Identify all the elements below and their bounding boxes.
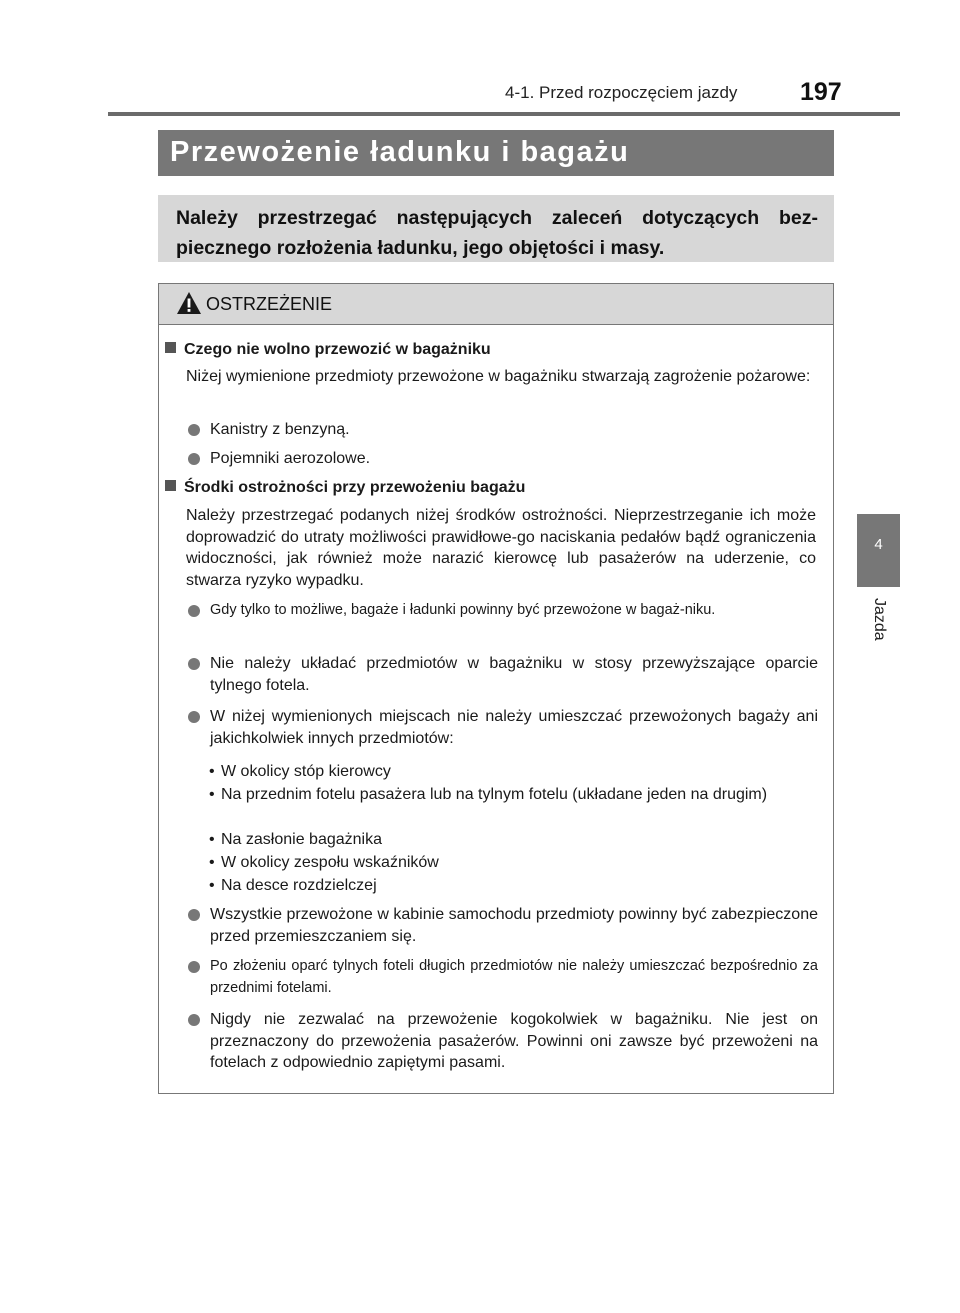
bullet-dot-icon — [188, 424, 200, 436]
section-heading: 4-1. Przed rozpoczęciem jazdy — [505, 83, 738, 102]
paragraph: Niżej wymienione przedmioty przewożone w bagażniku stwarzają zagrożenie pożarowe: — [186, 368, 811, 385]
warning-header — [159, 284, 833, 325]
bullet-dot-icon — [188, 658, 200, 670]
warning-triangle-icon — [176, 291, 202, 315]
bullet-dot-icon — [188, 961, 200, 973]
page-title: Przewożenie ładunku i bagażu — [158, 130, 834, 176]
bullet-dot-icon — [188, 1014, 200, 1026]
bullet-dot-icon — [188, 711, 200, 723]
chapter-label: Jazda — [871, 598, 888, 641]
section-title — [165, 477, 525, 499]
chapter-tab — [857, 514, 900, 587]
warning-box: OSTRZEŻENIE Czego nie wolno przewozić w bagażniku Niżej wymienione przedmioty przewożone w bagażniku stwarzają zagrożenie pożarowe: Kanistry z benzyną. Pojemniki aerozolowe. Środki ostrożności przy przewożeniu bagażu Należy przestrzegać podanych niżej środków ostrożności. Nieprzestrzeganie ich może doprowadzić do utraty możliwości prawidłowe-go naciskania pedałów bądź ograniczenia widoczności, jak również może narazić kierowcę lub pasażerów na uderzenie, co stwarza ryzyko wypadku. Gdy tylko to możliwe, bagaże i ładunki powinny być przewożone w bagaż-niku. Nie należy układać przedmiotów w bagażniku w stosy przewyższające oparcie tylnego fotela. W niżej wymienionych miejscach nie należy umieszczać przewożonych bagaży ani jakichkolwiek innych przedmiotów: • W okolicy stóp kierowcy • Na przednim fotelu pasażera lub na tylnym fotelu (układane jeden na drugim) • Na zasłonie bagażnika • W okolicy zespołu wskaźników • Na desce rozdzielczej Wszystkie przewożone w kabinie samochodu przedmioty powinny być zabezpieczone przed przemieszczaniem się. Po złożeniu oparć tylnych foteli długich przedmiotów nie należy umieszczać bezpośrednio za przednimi fotelami. Nigdy nie zezwalać na przewożenie kogokolwiek w bagażniku. Nie jest on przeznaczony do przewożenia pasażerów. Powinni oni zawsze być przewożeni na fotelach z odpowiednio zapiętymi pasami. — [158, 283, 834, 1094]
bullet-dot-icon — [188, 605, 200, 617]
chapter-number: 4 — [874, 536, 883, 553]
bullet-dot-icon — [188, 909, 200, 921]
section-title — [165, 339, 491, 361]
warning-title: OSTRZEŻENIE — [206, 294, 333, 314]
section-title-text: Środki ostrożności przy przewożeniu bagażu — [184, 479, 526, 496]
header-divider — [108, 112, 900, 116]
page-number: 197 — [800, 78, 842, 106]
square-bullet-icon — [165, 480, 176, 491]
section-title-text: Czego nie wolno przewozić w bagażniku — [184, 341, 491, 358]
square-bullet-icon — [165, 342, 176, 353]
intro-text: Należy przestrzegać następujących zaleceń dotyczących bez-piecznego rozłożenia ładunku, jego objętości i masy. — [158, 195, 834, 262]
paragraph: Należy przestrzegać podanych niżej środków ostrożności. Nieprzestrzeganie ich może doprowadzić do utraty możliwości prawidłowe-go naciskania pedałów bądź ograniczenia widoczności, jak również może narazić kierowcę lub pasażerów na uderzenie, co stwarza ryzyko wypadku. — [186, 507, 816, 589]
bullet-dot-icon — [188, 453, 200, 465]
